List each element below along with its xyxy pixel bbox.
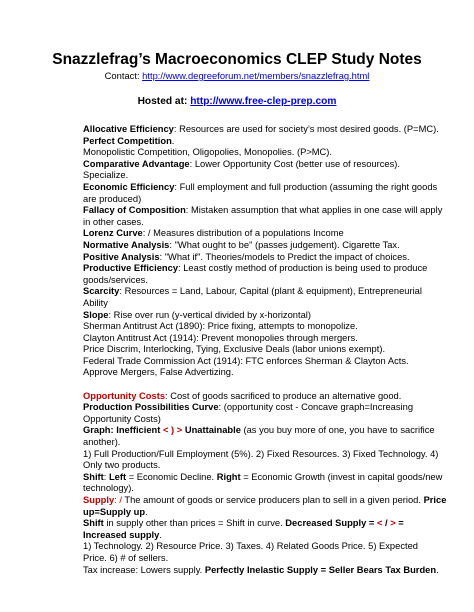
- note-graph: Graph: Inefficient < ) > Unattainable (as you buy more of one, you have to sacrifice: [83, 425, 435, 436]
- note-lorenz-curve: Lorenz Curve: / Measures distribution of a populations Income: [83, 228, 344, 239]
- note-ftc-act: Federal Trade Commission Act (1914): FTC enforces Sherman & Clayton Acts.: [83, 355, 409, 366]
- note-opportunity-costs: Opportunity Costs: Cost of goods sacrificed to produce an alternative good.: [83, 390, 402, 401]
- notes-body: [83, 124, 447, 576]
- note-perfect-competition: Perfect Competition.: [83, 135, 175, 146]
- note-productive-efficiency: Productive Efficiency: Least costly method of production is being used to produce: [83, 263, 428, 274]
- contact-line: [0, 70, 474, 81]
- document-title: Snazzlefrag’s Macroeconomics CLEP Study Notes: [52, 51, 422, 68]
- hosted-label: Hosted at:: [137, 96, 191, 107]
- note-supply-determinants: 1) Technology. 2) Resource Price. 3) Taxes. 4) Related Goods Price. 5) Expected: [83, 541, 418, 552]
- note-line: up=Supply up.: [83, 506, 148, 517]
- note-line: Price Discrim, Interlocking, Tying, Exclusive Deals (labor unions exempt).: [83, 344, 386, 355]
- note-line: Monopolistic Competition, Oligopolies, Monopolies. (P>MC).: [83, 147, 333, 158]
- note-comparative-advantage: Comparative Advantage: Lower Opportunity Cost (better use of resources).: [83, 158, 400, 169]
- note-positive-analysis: Positive Analysis: "What if". Theories/models to Predict the impact of choices.: [83, 251, 410, 262]
- note-tax-increase: Tax increase: Lowers supply. Perfectly Inelastic Supply = Seller Bears Tax Burden.: [83, 564, 439, 575]
- note-line: Price. 6) # of sellers.: [83, 552, 169, 563]
- note-scarcity: Scarcity: Resources = Land, Labour, Capital (plant & equipment), Entrepreneurial: [83, 286, 422, 297]
- section-gap: [83, 379, 405, 391]
- hosted-line: [0, 96, 474, 107]
- note-line: Increased supply.: [83, 529, 162, 540]
- note-allocative-efficiency: Allocative Efficiency: Resources are used for society’s most desired goods. (P=MC).: [83, 124, 439, 134]
- hosted-link[interactable]: http://www.free-clep-prep.com: [190, 96, 337, 107]
- note-fallacy-of-composition: Fallacy of Composition: Mistaken assumption that what applies in one case will apply: [83, 205, 443, 216]
- note-supply-shift: Shift in supply other than prices = Shift in curve. Decreased Supply = < / > =: [83, 518, 404, 529]
- note-line: Ability: [83, 297, 108, 308]
- note-line: are produced): [83, 193, 142, 204]
- note-sherman-act: Sherman Antitrust Act (1890): Price fixing, attempts to monopolize.: [83, 321, 358, 332]
- note-line: technology).: [83, 483, 134, 494]
- note-shift: Shift: Left = Economic Decline. Right = Economic Growth (invest in capital goods/new: [83, 471, 443, 482]
- note-supply: Supply: / The amount of goods or service producers plan to sell in a given period. Price: [83, 495, 447, 505]
- note-ppc-assumptions: 1) Full Production/Full Employment (5%). 2) Fixed Resources. 3) Fixed Technology. 4): [83, 448, 439, 459]
- note-line: another).: [83, 437, 121, 448]
- contact-label: Contact:: [104, 70, 143, 81]
- note-line: in other cases.: [83, 216, 144, 227]
- note-normative-analysis: Normative Analysis: "What ought to be" (passes judgement). Cigarette Tax.: [83, 239, 400, 250]
- note-line: Specialize.: [83, 170, 129, 181]
- note-line: Opportunity Costs): [83, 413, 161, 424]
- contact-link[interactable]: http://www.degreeforum.net/members/snazzlefrag.html: [142, 70, 370, 81]
- note-slope: Slope: Rise over run (y-vertical divided by x-horizontal): [83, 309, 311, 320]
- note-economic-efficiency: Economic Efficiency: Full employment and full production (assuming the right goods: [83, 181, 438, 192]
- note-line: Approve Mergers, False Advertizing.: [83, 367, 234, 378]
- note-production-possibilities-curve: Production Possibilities Curve: (opportunity cost - Concave graph=Increasing: [83, 402, 414, 413]
- note-line: goods/services.: [83, 274, 148, 285]
- note-line: Only two products.: [83, 460, 161, 471]
- note-clayton-act: Clayton Antitrust Act (1914): Prevent monopolies through mergers.: [83, 332, 358, 343]
